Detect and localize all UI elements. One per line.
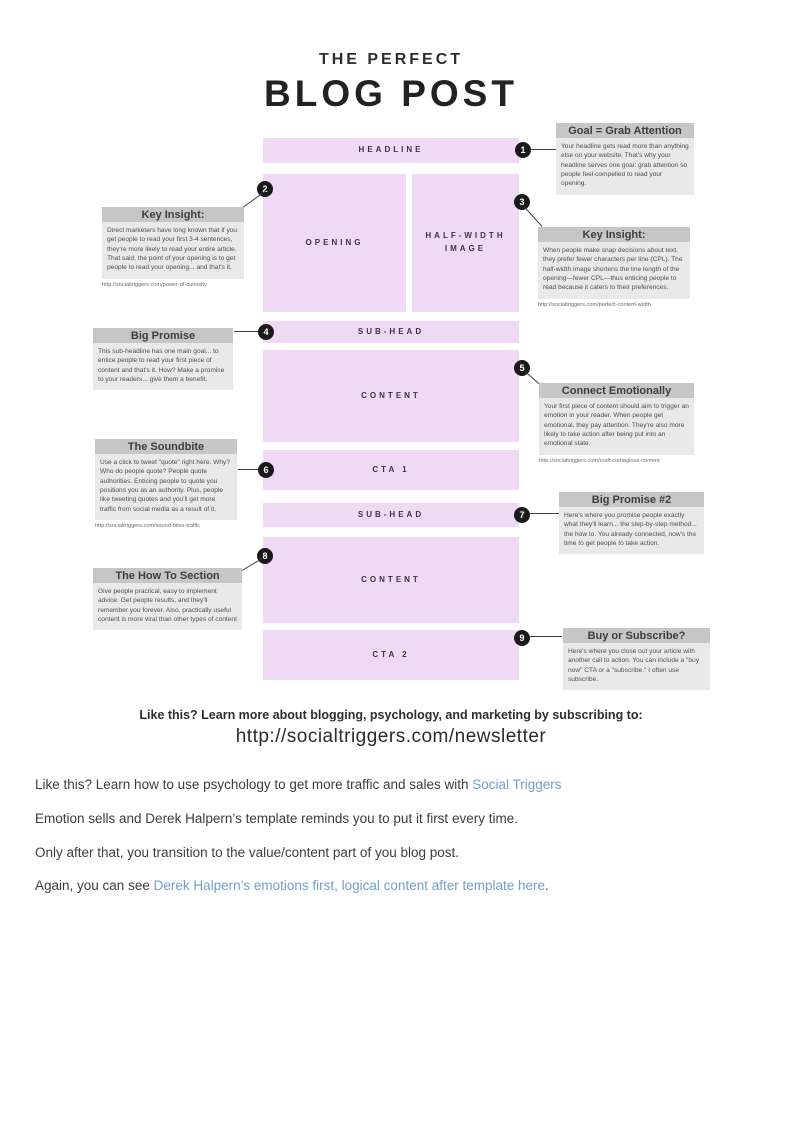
callout-title: Goal = Grab Attention <box>556 123 694 138</box>
callout-title: Connect Emotionally <box>539 383 694 398</box>
paragraph-text: Again, you can see <box>35 878 154 893</box>
callout-buy-or-subscribe <box>563 628 710 690</box>
connector-line <box>238 469 258 470</box>
callout-source-url: http://socialtriggers.com/power-of-curiosity <box>102 281 207 288</box>
connector-line <box>524 206 543 227</box>
callout-title: Big Promise #2 <box>559 492 704 507</box>
diagram-block-content-1: CONTENT <box>263 350 519 442</box>
callout-key-insight-image <box>538 227 690 308</box>
callout-soundbite <box>95 439 237 529</box>
connector-line <box>531 149 556 150</box>
callout-title: Big Promise <box>93 328 233 343</box>
callout-body: Direct marketers have long known that if you get people to read your first 3-4 sentences, they're more likely to read your entire article. That said, the point of your opening is to get people to read your opening... and that's it. <box>102 222 244 279</box>
diagram-block-cta-1: CTA 1 <box>263 450 519 490</box>
diagram-block-subhead-1: SUB-HEAD <box>263 321 519 343</box>
callout-how-to-section <box>93 568 242 630</box>
step-badge-7: 7 <box>514 507 530 523</box>
callout-source-url: http://socialtriggers.com/sound-bites-traffic <box>95 523 200 530</box>
subscribe-cta-text: Like this? Learn more about blogging, psychology, and marketing by subscribing to: <box>139 708 643 722</box>
paragraph-text: Emotion sells and Derek Halpern’s template reminds you to put it first every time. <box>35 811 518 826</box>
paragraph-text: Like this? Learn how to use psychology to get more traffic and sales with <box>35 777 473 792</box>
infographic-title-kicker: THE PERFECT <box>318 51 464 68</box>
callout-big-promise-2 <box>559 492 704 554</box>
callout-body: Give people practical, easy to implement advice. Get people results, and they'll remember you forever. Also, practically useful content is more viral than other types of content <box>93 583 242 630</box>
callout-body: Here's where you close out your article with another call to action. You can include a "buy now" CTA or a "subscribe." I often use subscribe. <box>563 643 710 690</box>
paragraph-text: Only after that, you transition to the value/content part of you blog post. <box>35 845 460 860</box>
callout-title: The Soundbite <box>95 439 237 454</box>
diagram-block-subhead-2: SUB-HEAD <box>263 503 519 527</box>
diagram-block-opening: OPENING <box>263 174 406 312</box>
callout-big-promise <box>93 328 233 390</box>
body-paragraph <box>35 845 755 860</box>
body-paragraph <box>35 878 755 893</box>
callout-goal-grab-attention <box>556 123 694 195</box>
connector-line <box>234 331 258 332</box>
connector-line <box>242 558 262 571</box>
callout-source-url: http://socialtriggers.com/perfect-content-width <box>538 301 651 308</box>
step-badge-9: 9 <box>514 630 530 646</box>
step-badge-3: 3 <box>514 194 530 210</box>
callout-title: Buy or Subscribe? <box>563 628 710 643</box>
template-link[interactable]: Derek Halpern’s emotions first, logical content after template here <box>153 878 546 893</box>
callout-title: The How To Section <box>93 568 242 583</box>
callout-body: This sub-headline has one main goal... to entice people to read your first piece of content and that's it. How? Make a promise to your readers... give them a benefit. <box>93 343 233 390</box>
callout-title: Key Insight: <box>538 227 690 242</box>
diagram-block-cta-2: CTA 2 <box>263 630 519 680</box>
step-badge-5: 5 <box>514 360 530 376</box>
body-paragraph <box>35 777 755 792</box>
step-badge-6: 6 <box>258 462 274 478</box>
social-triggers-link[interactable]: Social Triggers <box>472 777 562 792</box>
diagram-block-content-2: CONTENT <box>263 537 519 623</box>
callout-body: When people make snap decisions about text, they prefer fewer characters per line (CPL). The half-width image shortens the line length of the opening—fewer CPL—thus enticing people to read because it caters to their preferences. <box>538 242 690 299</box>
callout-source-url: http://socialtriggers.com/craft-contagious-content <box>539 457 660 464</box>
connector-line <box>530 636 562 637</box>
callout-title: Key Insight: <box>102 207 244 222</box>
infographic-title: BLOG POST <box>264 73 518 114</box>
callout-body: Here's where you promise people exactly what they'll learn... the step-by-step method... the how to. You already connected, now's the time to get people to take action. <box>559 507 704 554</box>
body-paragraph <box>35 811 755 826</box>
step-badge-1: 1 <box>515 142 531 158</box>
callout-key-insight-opening <box>102 207 244 288</box>
callout-body: Your first piece of content should aim to trigger an emotion in your reader. When people get emotional, they pay attention. They're also more likely to take action after being put into an emotional state. <box>539 398 694 455</box>
step-badge-2: 2 <box>257 181 273 197</box>
step-badge-4: 4 <box>258 324 274 340</box>
callout-body: Use a click to tweet "quote" right here. Why? Who do people quote? People quote authorities. Enticing people to quote you positions you as an authority. Plus, people like tweeting quotes and you'll get more traffic from social media as a result of it. <box>95 454 237 520</box>
newsletter-url: http://socialtriggers.com/newsletter <box>235 726 547 747</box>
diagram-block-headline: HEADLINE <box>263 138 519 163</box>
diagram-block-half-width-image: HALF-WIDTH IMAGE <box>412 174 519 312</box>
callout-connect-emotionally <box>539 383 694 464</box>
paragraph-text: . <box>545 878 549 893</box>
step-badge-8: 8 <box>257 548 273 564</box>
callout-body: Your headline gets read more than anything else on your website. That's why your headline serves one goal: grab attention so people feel compelled to read your opening. <box>556 138 694 195</box>
connector-line <box>530 513 560 514</box>
